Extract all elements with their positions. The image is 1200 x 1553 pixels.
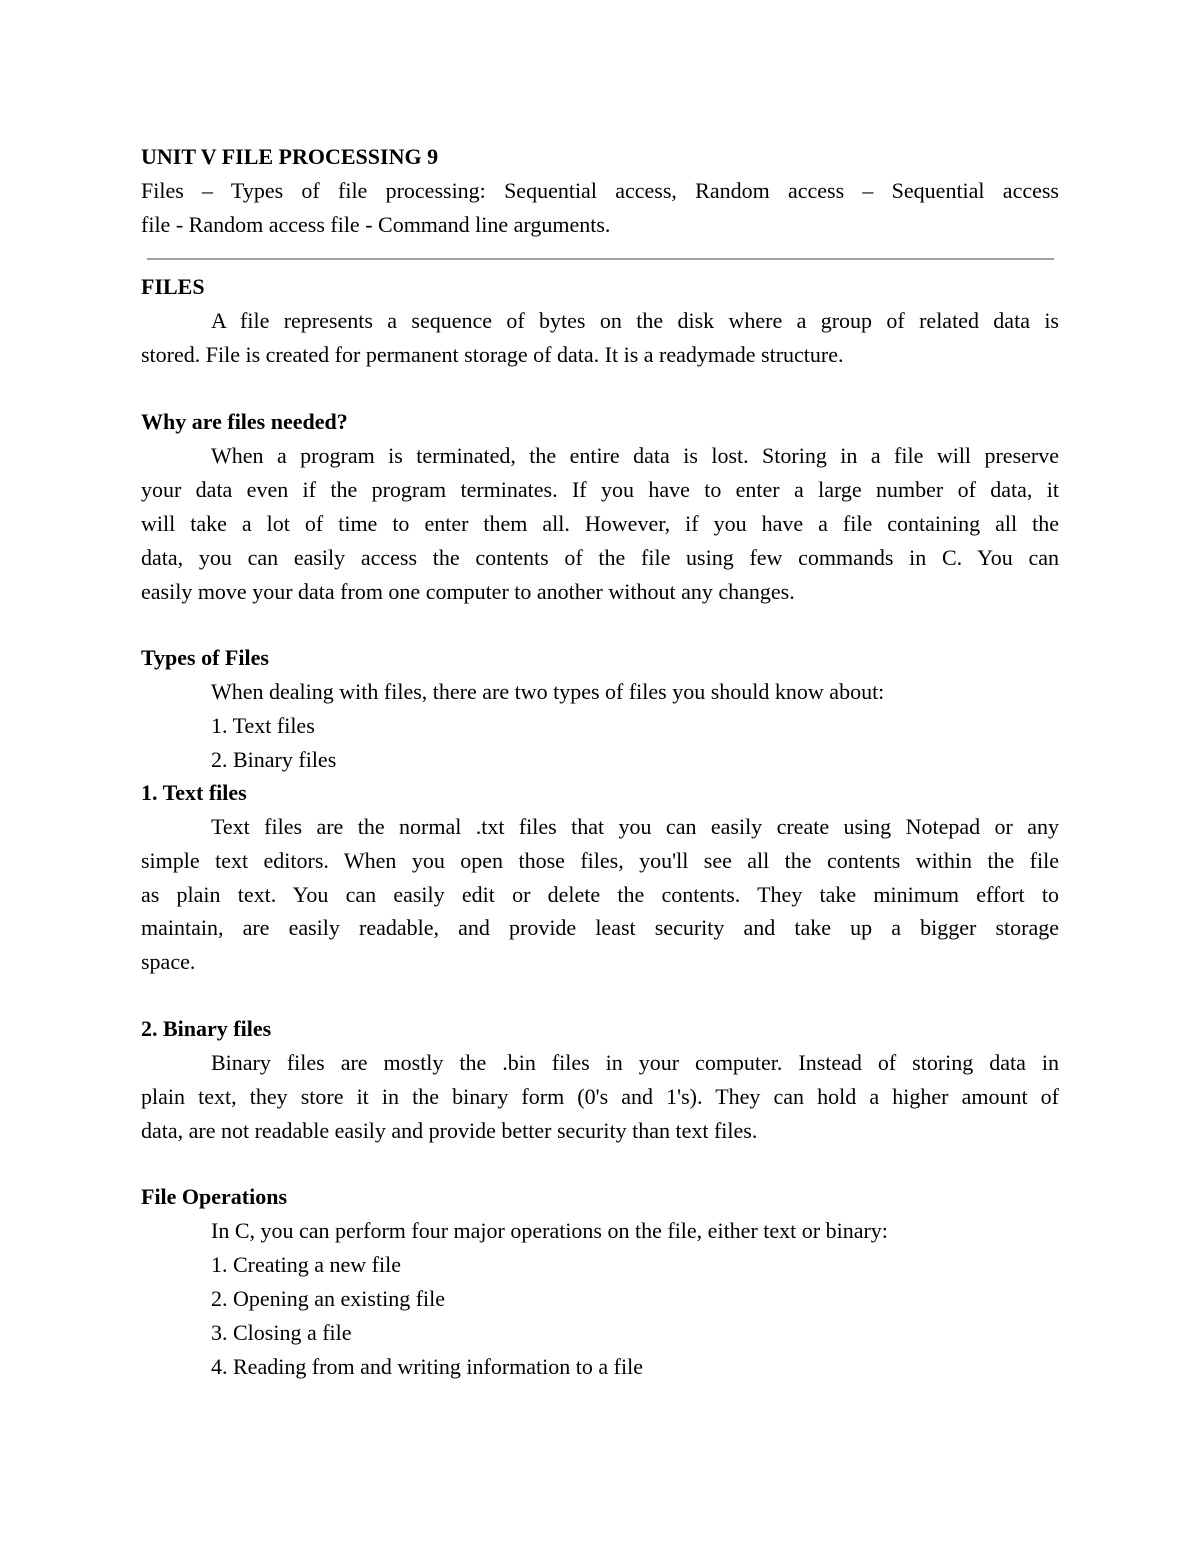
syllabus-line: Files – Types of file processing: Sequential access, Random access – Sequential access [141,178,1059,203]
paragraph-line: data, you can easily access the contents of the file using few commands in C. You can [141,545,1059,570]
paragraph-line: data, are not readable easily and provide better security than text files. [141,1118,758,1143]
paragraph-line: maintain, are easily readable, and provide least security and take up a bigger storage [141,915,1059,940]
horizontal-divider [147,258,1054,260]
list-item: 3. Closing a file [211,1320,352,1345]
list-item: 1. Text files [211,713,315,738]
paragraph-line: Binary files are mostly the .bin files in your computer. Instead of storing data in [211,1050,1059,1075]
paragraph-line: When a program is terminated, the entire data is lost. Storing in a file will preserve [211,443,1059,468]
paragraph-line: plain text, they store it in the binary form (0's and 1's). They can hold a higher amount of [141,1084,1059,1109]
unit-heading: UNIT V FILE PROCESSING 9 [141,144,439,169]
list-item: 1. Creating a new file [211,1252,401,1277]
paragraph-line: Text files are the normal .txt files that you can easily create using Notepad or any [211,814,1059,839]
paragraph-line: will take a lot of time to enter them all. However, if you have a file containing all the [141,511,1059,536]
list-item: 4. Reading from and writing information to a file [211,1354,643,1379]
paragraph-line: When dealing with files, there are two types of files you should know about: [211,679,885,704]
paragraph-line: simple text editors. When you open those files, you'll see all the contents within the file [141,848,1059,873]
paragraph-line: In C, you can perform four major operations on the file, either text or binary: [211,1218,888,1243]
paragraph-line: your data even if the program terminates. If you have to enter a large number of data, it [141,477,1059,502]
paragraph-line: stored. File is created for permanent storage of data. It is a readymade structure. [141,342,844,367]
section-heading-why: Why are files needed? [141,409,348,434]
section-heading-text-files: 1. Text files [141,780,247,805]
paragraph-line: space. [141,949,196,974]
list-item: 2. Opening an existing file [211,1286,446,1311]
paragraph-line: as plain text. You can easily edit or delete the contents. They take minimum effort to [141,882,1059,907]
section-heading-files: FILES [141,274,205,299]
paragraph-line: A file represents a sequence of bytes on the disk where a group of related data is [211,308,1059,333]
section-heading-operations: File Operations [141,1184,288,1209]
section-heading-binary-files: 2. Binary files [141,1016,272,1041]
list-item: 2. Binary files [211,747,337,772]
section-heading-types: Types of Files [141,645,269,670]
paragraph-line: easily move your data from one computer to another without any changes. [141,579,795,604]
syllabus-line: file - Random access file - Command line arguments. [141,212,611,237]
